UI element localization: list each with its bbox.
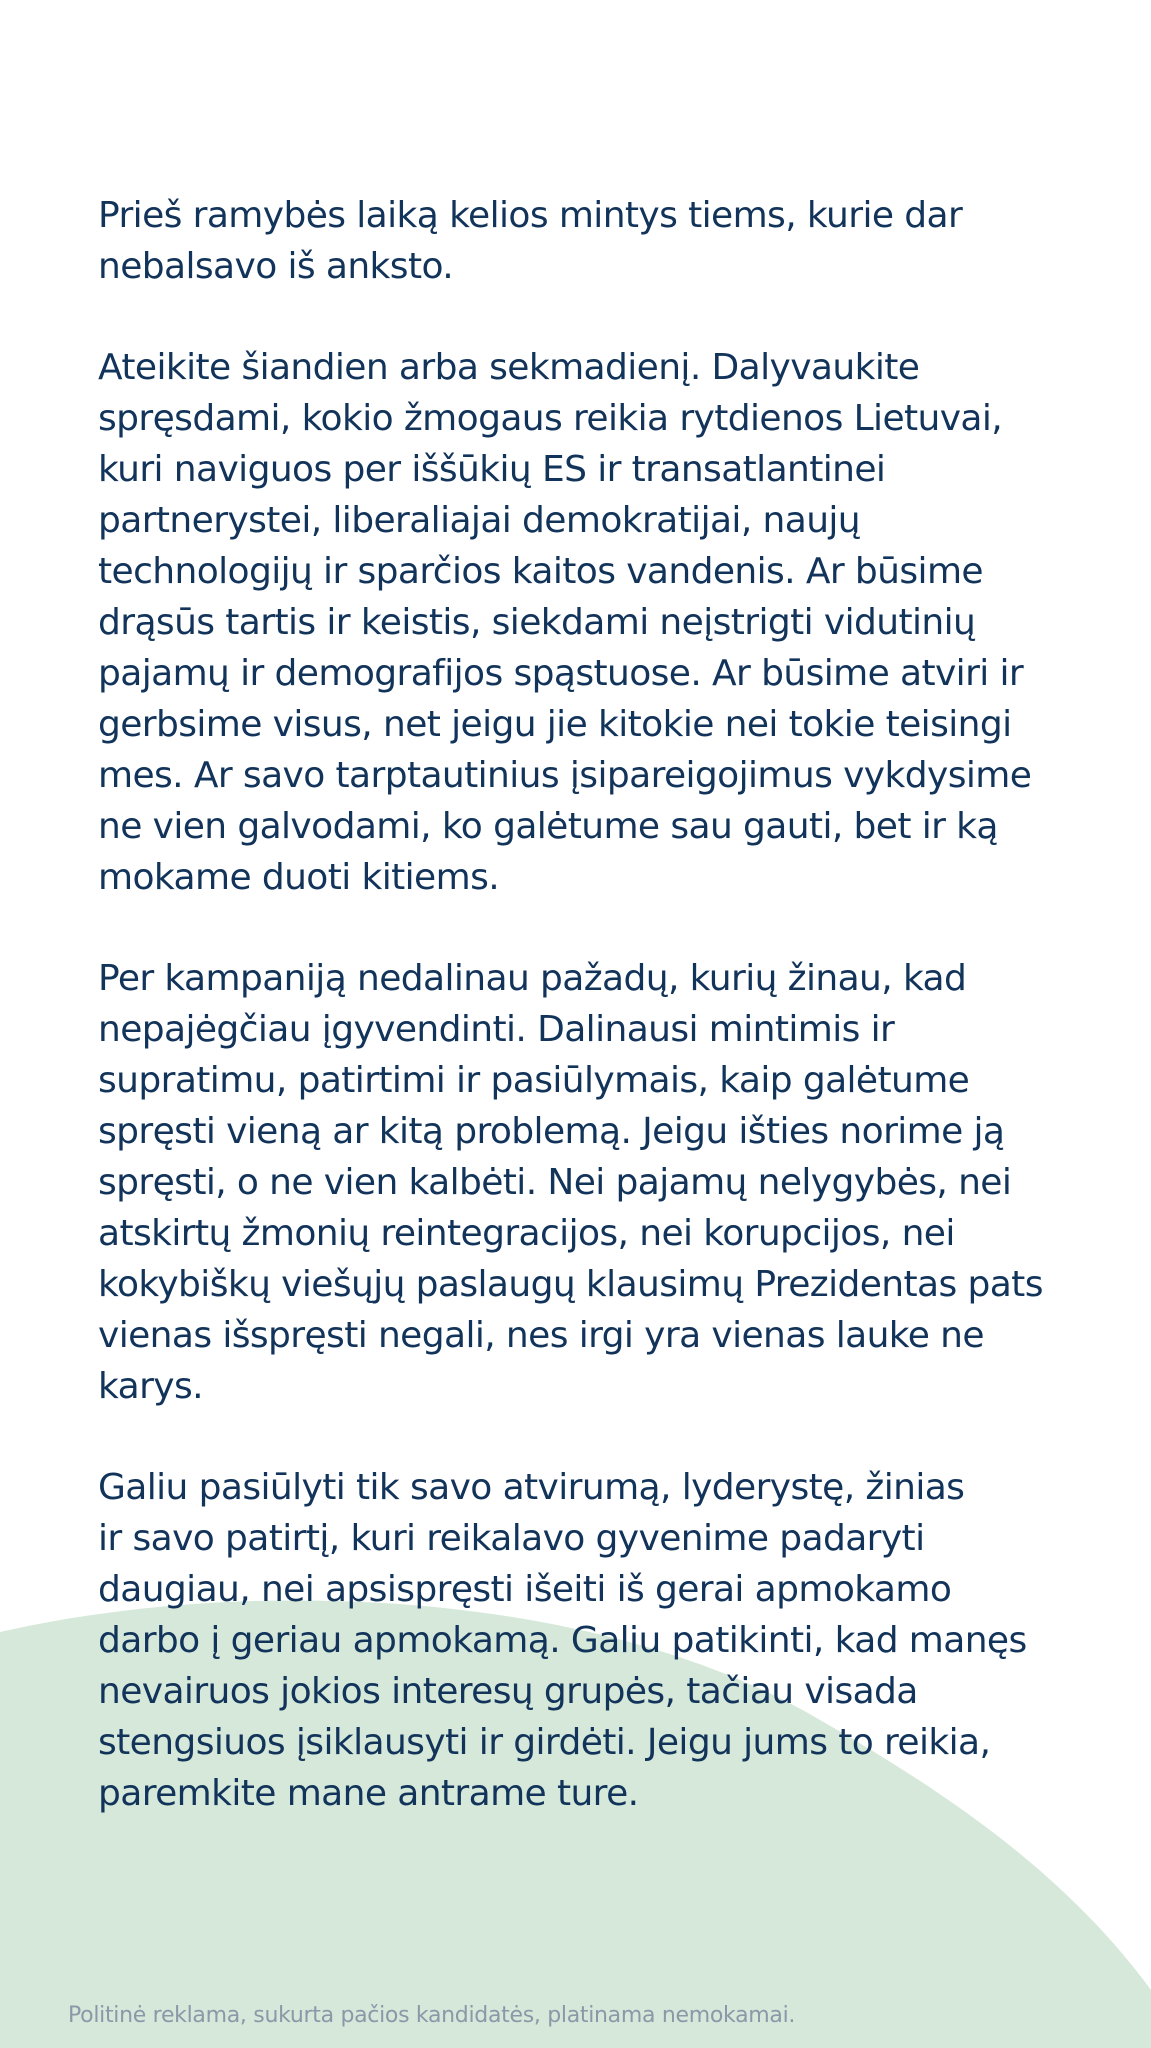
- paragraph-campaign: Per kampaniją nedalinau pažadų, kurių žinau, kad nepajėgčiau įgyvendinti. Dalinausi mintimis ir supratimu, patirtimi ir pasiūlymais, kaip galėtume spręsti vieną ar kitą problemą. Jeigu išties norime ją spręsti, o ne vien kalbėti. Nei pajamų nelygybės, nei atskirtų žmonių reintegracijos, nei korupcijos, nei kokybiškų viešųjų paslaugų klausimų Prezidentas pats vienas išspręsti negali, nes irgi yra vienas lauke ne karys.: [98, 958, 1043, 1407]
- paragraph-offer: Galiu pasiūlyti tik savo atvirumą, lyderystę, žinias ir savo patirtį, kuri reikalavo gyvenime padaryti daugiau, nei apsispręsti išeiti iš gerai apmokamo darbo į geriau apmokamą. Galiu patikinti, kad manęs nevairuos jokios interesų grupės, tačiau visada stengsiuos įsiklausyti ir girdėti. Jeigu jums to reikia, paremkite mane antrame ture.: [98, 1467, 1027, 1814]
- paragraph-intro: Prieš ramybės laiką kelios mintys tiems, kurie dar nebalsavo iš anksto.: [98, 195, 963, 287]
- political-ad-disclaimer: Politinė reklama, sukurta pačios kandidatės, platinama nemokamai.: [68, 2003, 796, 2028]
- paragraph-call-to-vote: Ateikite šiandien arba sekmadienį. Dalyvaukite spręsdami, kokio žmogaus reikia rytdienos Lietuvai, kuri naviguos per iššūkių ES ir transatlantinei partnerystei, liberaliajai demokratijai, naujų technologijų ir sparčios kaitos vandenis. Ar būsime drąsūs tartis ir keistis, siekdami neįstrigti vidutinių pajamų ir demografijos spąstuose. Ar būsime atviri ir gerbsime visus, net jeigu jie kitokie nei tokie teisingi mes. Ar savo tarptautinius įsipareigojimus vykdysime ne vien galvodami, ko galėtume sau gauti, bet ir ką mokame duoti kitiems.: [98, 347, 1032, 898]
- message-body: [98, 190, 1098, 1869]
